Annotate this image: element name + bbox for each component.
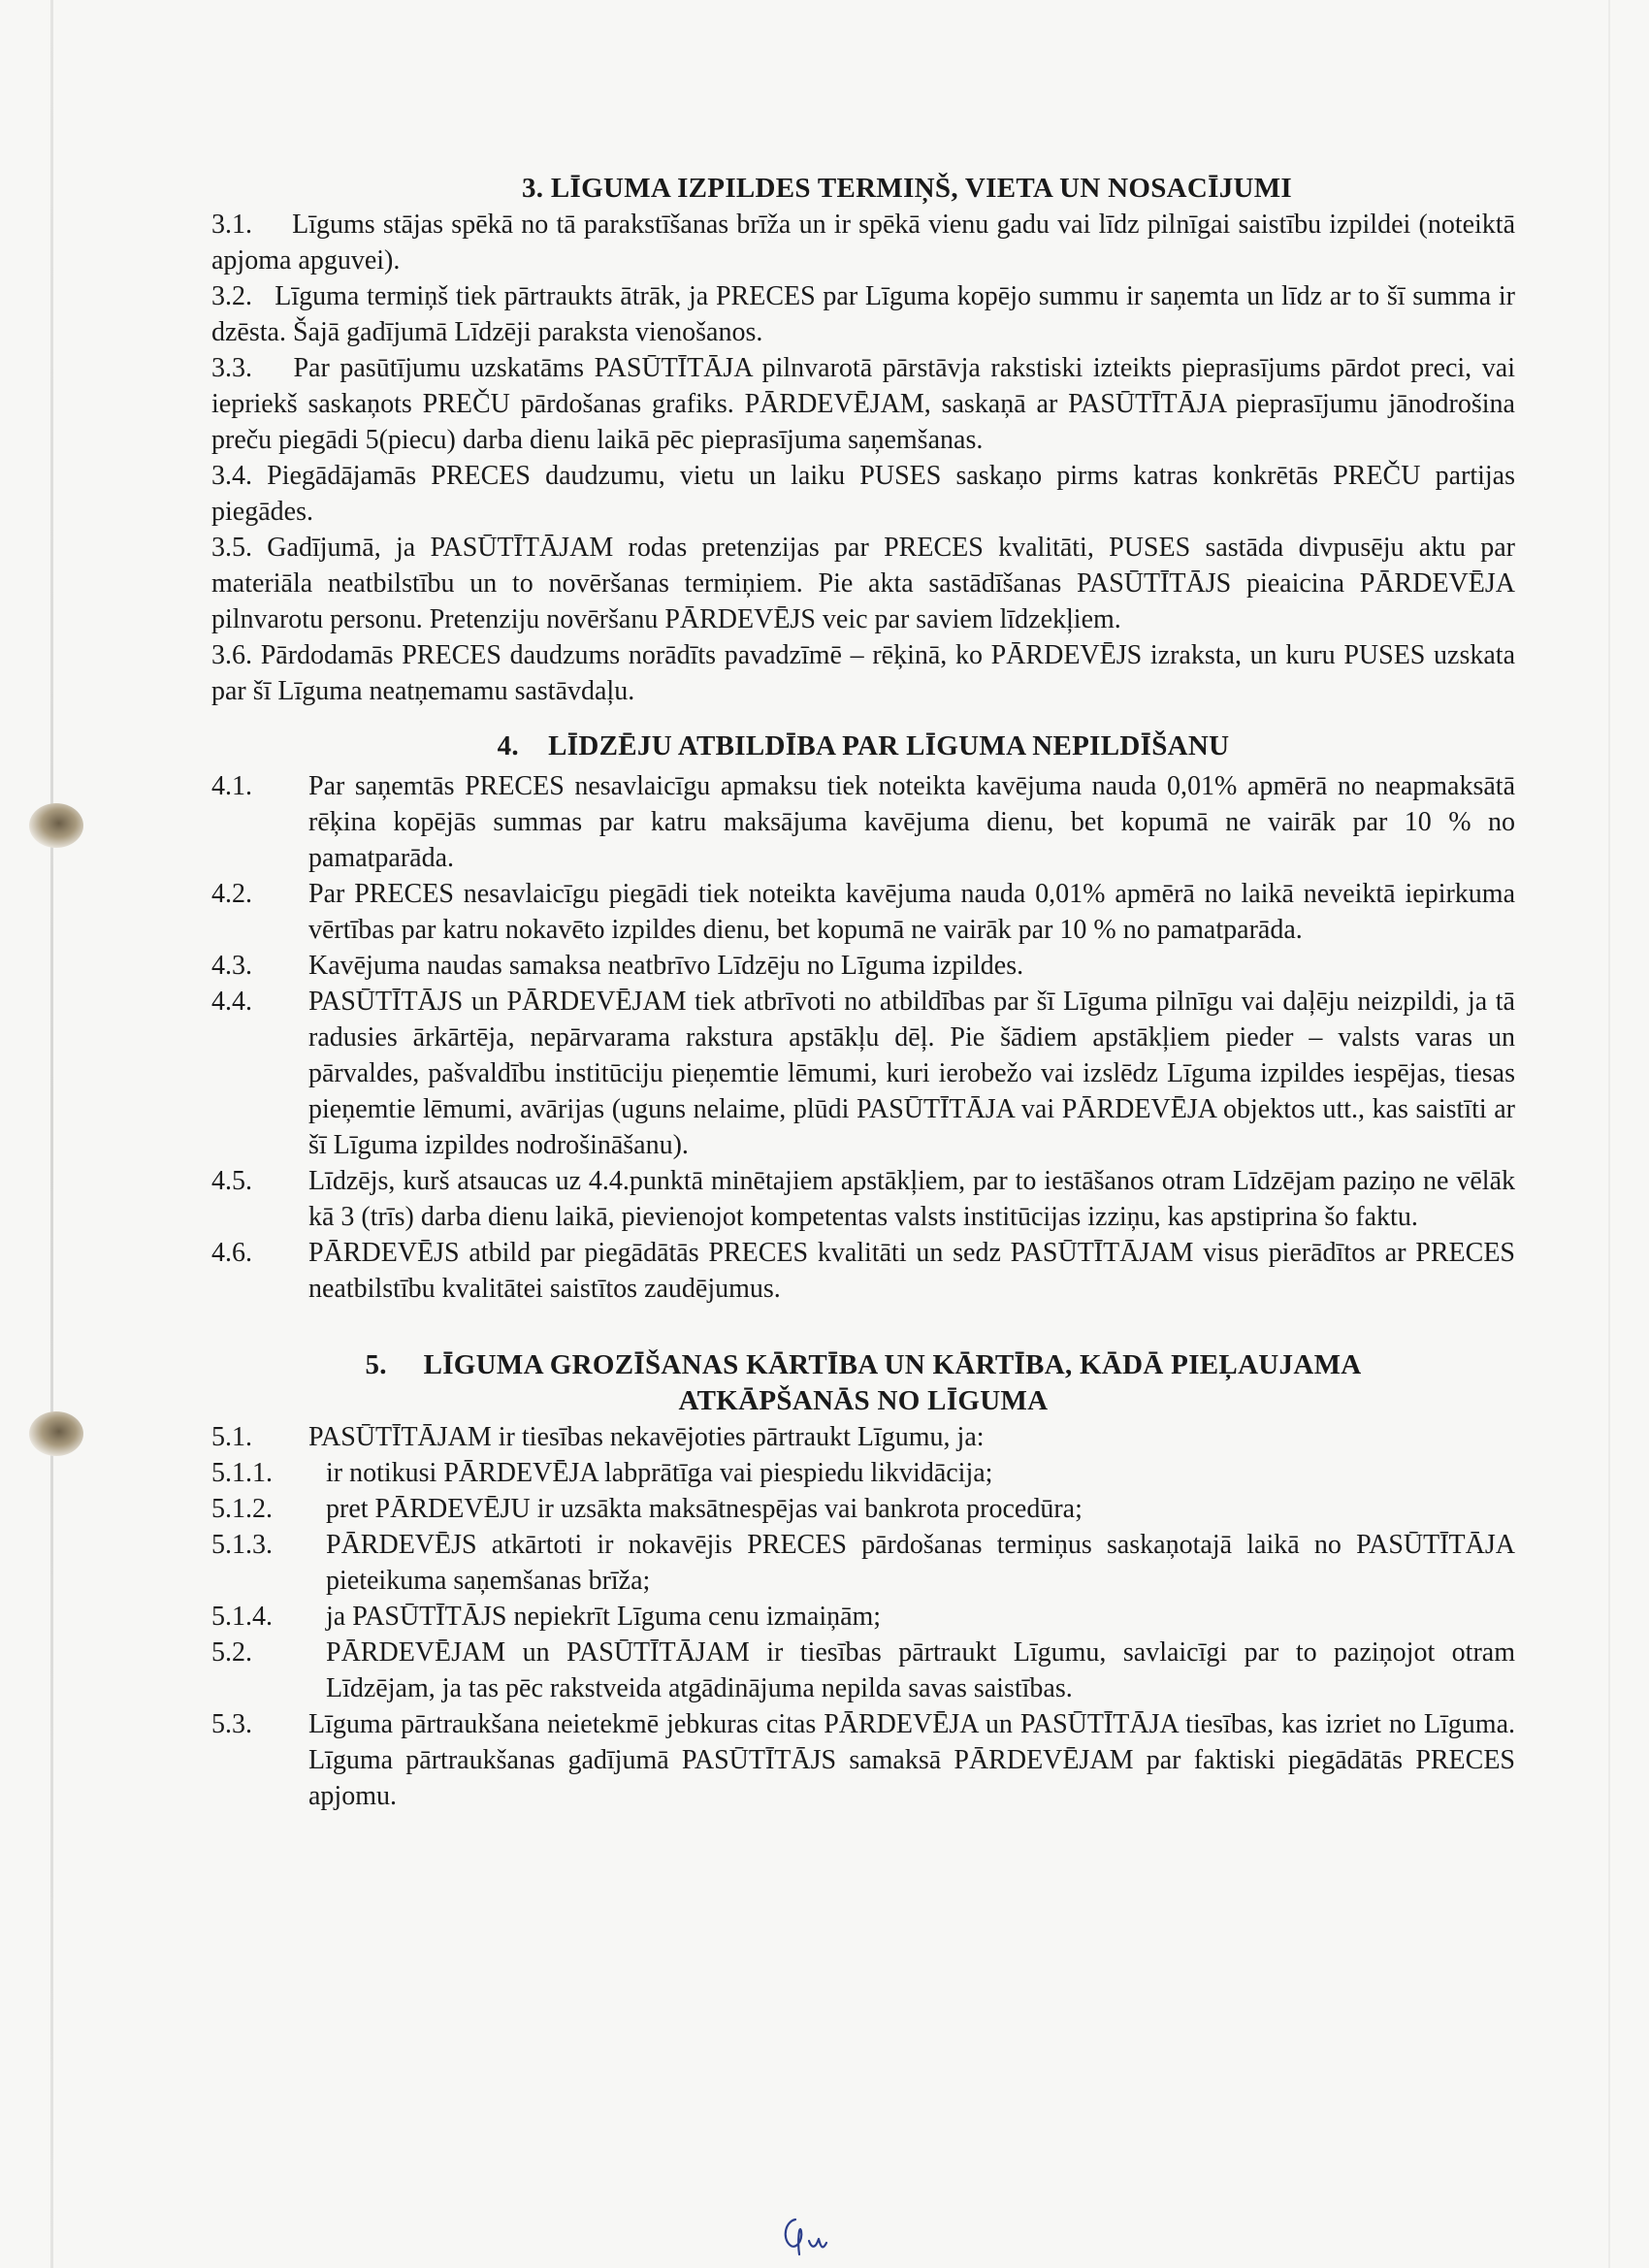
clause-number: 5.1.2. <box>211 1494 273 1524</box>
clause-4-6 <box>211 1235 1515 1307</box>
binder-hole-icon <box>29 803 83 848</box>
clause-text: ir notikusi PĀRDEVĒJA labprātīga vai piespiedu likvidācija; <box>326 1458 993 1488</box>
clause-number: 4.2. <box>211 879 252 909</box>
clause-number: 5.1.1. <box>211 1458 273 1488</box>
clause-3-3 <box>211 350 1515 458</box>
section-3-heading: 3. LĪGUMA IZPILDES TERMIŅŠ, VIETA UN NOSACĪJUMI <box>521 173 1293 204</box>
clause-text: Kavējuma naudas samaksa neatbrīvo Līdzēju no Līguma izpildes. <box>308 951 1024 981</box>
clause-number: 5.3. <box>211 1709 252 1739</box>
section-4-list <box>211 768 1515 1307</box>
clause-number: 3.6. <box>211 640 252 670</box>
clause-number: 3.2. <box>211 281 252 311</box>
clause-text: PĀRDEVĒJAM un PASŪTĪTĀJAM ir tiesības pārtraukt Līgumu, savlaicīgi par to paziņojot otram Līdzējam, ja tas pēc rakstveida atgādinājuma nepilda savas saistības. <box>326 1637 1515 1703</box>
clause-text: Līguma pārtraukšana neietekmē jebkuras citas PĀRDEVĒJA un PASŪTĪTĀJA tiesības, kas izriet no Līguma. Līguma pārtraukšanas gadījumā PASŪTĪTĀJS samaksā PĀRDEVĒJAM par faktiski piegādātās PRECES apjomu. <box>308 1709 1515 1811</box>
clause-text: Par saņemtās PRECES nesavlaicīgu apmaksu tiek noteikta kavējuma nauda 0,01% apmērā no neapmaksātā rēķina kopējās summas par katru maksājuma kavējuma dienu, bet kopumā ne vairāk par 10 % no pamatparāda. <box>308 771 1515 873</box>
clause-text: PĀRDEVĒJS atkārtoti ir nokavējis PRECES pārdošanas termiņus saskaņotajā laikā no PASŪTĪTĀJA pieteikuma saņemšanas brīža; <box>326 1530 1515 1596</box>
clause-3-1 <box>211 207 1515 278</box>
section-5-heading <box>211 1347 1515 1419</box>
clause-4-3 <box>211 948 1515 984</box>
section-3-list <box>211 207 1515 709</box>
clause-text: Līdzējs, kurš atsaucas uz 4.4.punktā minētajiem apstākļiem, par to iestāšanos otram Līdzējam paziņo ne vēlāk kā 3 (trīs) darba dienu laikā, pievienojot kompetentas valsts institūcijas izziņu, kas apstiprina šo faktu. <box>308 1166 1515 1232</box>
clause-5-1-4 <box>211 1599 1515 1635</box>
clause-3-2 <box>211 278 1515 350</box>
section-5-heading-line1: 5. LĪGUMA GROZĪŠANAS KĀRTĪBA UN KĀRTĪBA, KĀDĀ PIEĻAUJAMA <box>365 1349 1362 1380</box>
clause-number: 3.1. <box>211 210 252 240</box>
clause-3-6 <box>211 637 1515 709</box>
clause-3-4 <box>211 458 1515 530</box>
clause-number: 3.5. <box>211 533 252 563</box>
clause-text: ja PASŪTĪTĀJS nepiekrīt Līguma cenu izmaiņām; <box>326 1602 882 1632</box>
clause-3-5 <box>211 530 1515 637</box>
page-right-edge <box>1608 0 1610 2268</box>
clause-number: 4.1. <box>211 771 252 801</box>
document-body <box>211 171 1515 1814</box>
section-5-list <box>211 1419 1515 1814</box>
clause-number: 5.1. <box>211 1422 252 1452</box>
clause-text: Līguma termiņš tiek pārtraukts ātrāk, ja PRECES par Līguma kopējo summu ir saņemta un līdz ar to šī summa ir dzēsta. Šajā gadījumā Līdzēji paraksta vienošanos. <box>211 281 1515 347</box>
clause-5-1-3 <box>211 1527 1515 1599</box>
clause-text: Par PRECES nesavlaicīgu piegādi tiek noteikta kavējuma nauda 0,01% apmērā no laikā neveiktā iepirkuma vērtības par katru nokavēto izpildes dienu, bet kopumā ne vairāk par 10 % no pamatparāda. <box>308 879 1515 945</box>
clause-5-3 <box>211 1706 1515 1814</box>
clause-number: 4.3. <box>211 951 252 981</box>
clause-number: 5.1.3. <box>211 1530 273 1560</box>
clause-number: 3.4. <box>211 461 252 491</box>
clause-number: 3.3. <box>211 353 252 383</box>
clause-5-2 <box>211 1635 1515 1706</box>
clause-5-1-1 <box>211 1455 1515 1491</box>
binder-hole-icon <box>29 1411 83 1456</box>
clause-text: Līgums stājas spēkā no tā parakstīšanas brīža un ir spēkā vienu gadu vai līdz pilnīgai saistību izpildei (noteiktā apjoma apguvei). <box>211 210 1516 275</box>
clause-text: PĀRDEVĒJS atbild par piegādātās PRECES kvalitāti un sedz PASŪTĪTĀJAM visus pierādītos ar PRECES neatbilstību kvalitātei saistītos zaudējumus. <box>308 1238 1515 1304</box>
clause-4-1 <box>211 768 1515 876</box>
handwritten-initials <box>776 2212 834 2260</box>
section-5-heading-line2: ATKĀPŠANĀS NO LĪGUMA <box>678 1385 1049 1416</box>
clause-4-5 <box>211 1163 1515 1235</box>
clause-5-1 <box>211 1419 1515 1455</box>
clause-4-2 <box>211 876 1515 948</box>
clause-5-1-2 <box>211 1491 1515 1527</box>
clause-text: Pārdodamās PRECES daudzums norādīts pavadzīmē – rēķinā, ko PĀRDEVĒJS izraksta, un kuru PUSES uzskata par šī Līguma neatņemamu sastāvdaļu. <box>211 640 1516 706</box>
clause-number: 4.6. <box>211 1238 252 1268</box>
clause-number: 5.1.4. <box>211 1602 273 1632</box>
section-4-heading: 4. LĪDZĒJU ATBILDĪBA PAR LĪGUMA NEPILDĪŠANU <box>497 730 1230 761</box>
clause-text: Gadījumā, ja PASŪTĪTĀJAM rodas pretenzijas par PRECES kvalitāti, PUSES sastāda divpusēju aktu par materiāla neatbilstību un to novēršanas termiņiem. Pie akta sastādīšanas PASŪTĪTĀJS pieaicina PĀRDEVĒJA pilnvarotu personu. Pretenziju novēršanu PĀRDEVĒJS veic par saviem līdzekļiem. <box>211 533 1516 634</box>
page-binding-edge <box>50 0 53 2268</box>
clause-number: 4.4. <box>211 987 252 1017</box>
clause-number: 4.5. <box>211 1166 252 1196</box>
clause-4-4 <box>211 984 1515 1163</box>
clause-text: PASŪTĪTĀJS un PĀRDEVĒJAM tiek atbrīvoti no atbildības par šī Līguma pilnīgu vai daļēju neizpildi, ja tā radusies ārkārtēja, nepārvarama rakstura apstākļu dēļ. Pie šādiem apstākļiem pieder – valsts varas un pārvaldes, pašvaldību institūciju pieņemtie lēmumi, kuri ierobežo vai izslēdz Līguma izpildes iespējas, tiesas pieņemtie lēmumi, avārijas (uguns nelaime, plūdi PASŪTĪTĀJA vai PĀRDEVĒJA objektos utt., kas saistīti ar šī Līguma izpildes nodrošināšanu). <box>308 987 1515 1160</box>
clause-text: pret PĀRDEVĒJU ir uzsākta maksātnespējas vai bankrota procedūra; <box>326 1494 1083 1524</box>
clause-text: Par pasūtījumu uzskatāms PASŪTĪTĀJA pilnvarotā pārstāvja rakstiski izteikts pieprasījums pārdot preci, vai iepriekš saskaņots PREČU pārdošanas grafiks. PĀRDEVĒJAM, saskaņā ar PASŪTĪTĀJA pieprasījumu jānodrošina preču piegādi 5(piecu) darba dienu laikā pēc pieprasījuma saņemšanas. <box>211 353 1515 455</box>
clause-number: 5.2. <box>211 1637 252 1668</box>
clause-text: PASŪTĪTĀJAM ir tiesības nekavējoties pārtraukt Līgumu, ja: <box>308 1422 985 1452</box>
clause-text: Piegādājamās PRECES daudzumu, vietu un laiku PUSES saskaņo pirms katras konkrētās PREČU partijas piegādes. <box>211 461 1515 527</box>
